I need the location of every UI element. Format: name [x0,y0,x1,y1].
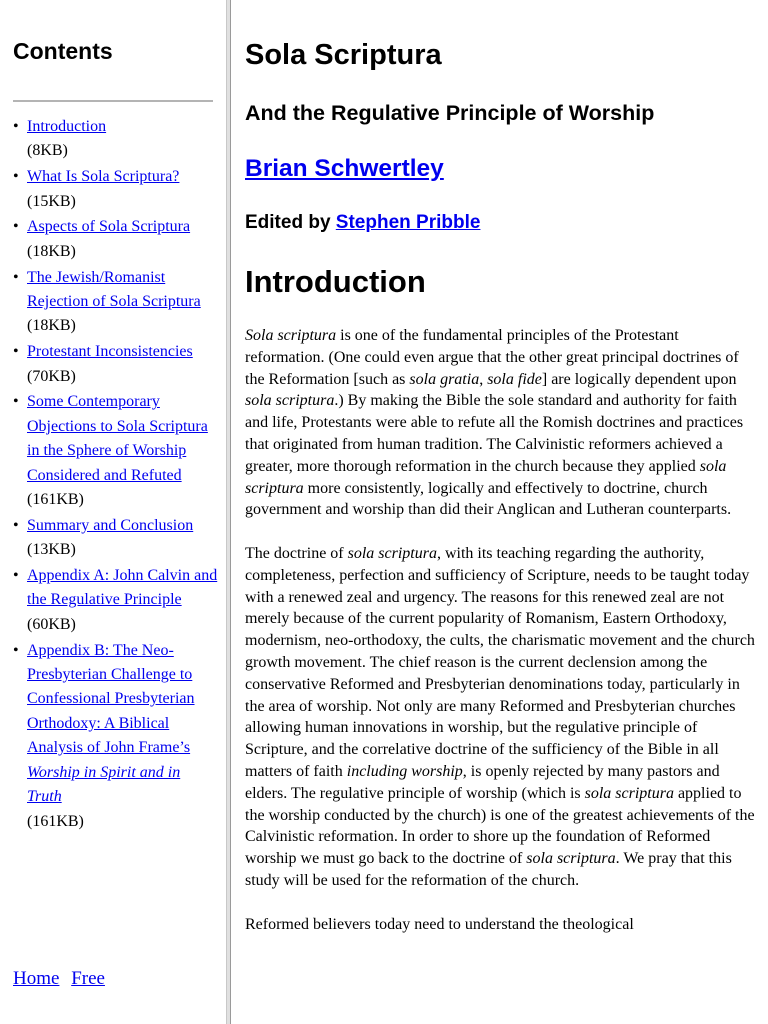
toc-link-rejection[interactable]: The Jewish/Romanist Rejection of Sola Scriptura [27,268,201,311]
toc-link-aspects[interactable]: Aspects of Sola Scriptura [27,218,191,236]
author-link[interactable]: Brian Schwertley [245,155,444,182]
text-run: , is openly rejected by many pastors and elders. The regulative principle of worship (which is [245,762,720,802]
toc-size: (8KB) [27,142,68,160]
italic-term: sola scriptura [526,850,616,868]
sidebar [0,0,226,1024]
table-of-contents [13,115,218,835]
editor-link[interactable]: Stephen Pribble [335,212,481,233]
toc-size: (18KB) [27,317,76,335]
toc-item-appendix-b [13,639,218,834]
toc-item-introduction [13,115,218,164]
article-body [245,325,755,957]
text-run: more consistently, logically and effectively to doctrine, church government and worship than did their Anglican and Lutheran counterparts. [245,479,732,519]
toc-link-appendix-b[interactable] [27,642,195,805]
page-title: Sola Scriptura [245,39,442,71]
section-heading: Introduction [245,264,426,299]
toc-item-objections [13,390,218,512]
toc-link-inconsistencies[interactable]: Protestant Inconsistencies [27,343,193,361]
paragraph-3: Reformed believers today need to understand the theological [245,915,634,933]
sidebar-title: Contents [13,38,113,64]
toc-size: (70KB) [27,367,76,385]
frame-divider[interactable] [226,0,231,1024]
text-run: applied to the worship conducted by the church) is one of the greatest achievements of the Calvinistic reformation. In order to shore up the foundation of Reformed worship we must go back to the doctrine of [245,784,755,868]
italic-term: sola scriptura [245,457,727,497]
home-link[interactable]: Home [13,968,60,989]
italic-term: sola scriptura [584,784,674,802]
toc-item-appendix-a [13,564,218,637]
italic-term: sola scriptura [245,392,335,410]
toc-link-summary[interactable]: Summary and Conclusion [27,516,194,534]
edited-by-label: Edited by [245,212,336,233]
toc-link-objections[interactable]: Some Contemporary Objections to Sola Scriptura in the Sphere of Worship Considered and Refuted [27,393,208,484]
toc-size: (15KB) [27,192,76,210]
editor-line [245,211,480,235]
main-content [245,0,755,1024]
author-heading [245,154,444,184]
toc-size: (18KB) [27,242,76,260]
toc-link-what-is[interactable]: What Is Sola Scriptura? [27,168,180,186]
toc-link-appendix-b-book-title: Worship in Spirit and in Truth [27,763,181,806]
text-run: . We pray that this study will be used for the reformation of the church. [245,850,732,889]
italic-term: sola scriptura [347,544,437,562]
italic-term: including worship [346,762,463,780]
sidebar-divider-rule [13,100,213,102]
text-run: .) By making the Bible the sole standard and authority for faith and life, Protestants were able to refute all the Romish doctrines and practices that originated from human tradition. The Calvinistic reformers achieved a greater, more thorough reformation in the church because they applied [245,392,744,475]
text-run: is one of the fundamental principles of the Protestant reformation. (One could even argue that the other great principal doctrines of the Reformation [such as [245,327,739,388]
page-subtitle: And the Regulative Principle of Worship [245,101,655,125]
text-run: , [479,370,488,388]
toc-size: (13KB) [27,541,76,559]
toc-item-summary [13,514,218,563]
paragraph-2 [245,543,755,892]
toc-item-inconsistencies [13,340,218,389]
bottom-nav [13,967,112,991]
toc-link-introduction[interactable]: Introduction [27,118,107,135]
italic-term: sola gratia [409,370,480,388]
text-run: The doctrine of [245,544,348,562]
toc-size: (161KB) [27,812,84,830]
toc-link-appendix-b-text: Appendix B: The Neo-Presbyterian Challenge to Confessional Presbyterian Orthodoxy: A Biblical Analysis of John Frame’s [27,641,195,757]
toc-item-what-is [13,165,218,214]
toc-item-aspects [13,215,218,264]
text-run: , with its teaching regarding the authority, completeness, perfection and sufficiency of Scripture, needs to be taught today with a renewed zeal and urgency. The reasons for this renewed zeal are not merely because of the current popularity of Romanism, Eastern Orthodoxy, modernism, neo-orthodoxy, the cults, the charismatic movement and the church growth movement. The chief reason is the current declension among the conservative Reformed and Presbyterian denominations today, particularly in the area of worship. Not only are many Reformed and Presbyterian churches allowing human innovations in worship, but the regulative principle of Scripture, and the correlative doctrine of the sufficiency of the Bible in all matters of faith [245,544,755,780]
toc-size: (60KB) [27,615,76,633]
paragraph-1 [245,325,755,521]
italic-term: Sola scriptura [245,327,337,344]
toc-item-rejection [13,266,218,339]
toc-size: (161KB) [27,491,84,509]
free-link[interactable]: Free [71,968,105,989]
text-run: ] are logically dependent upon [541,370,737,388]
italic-term: sola fide [487,370,542,388]
toc-link-appendix-a[interactable]: Appendix A: John Calvin and the Regulative Principle [27,567,218,609]
